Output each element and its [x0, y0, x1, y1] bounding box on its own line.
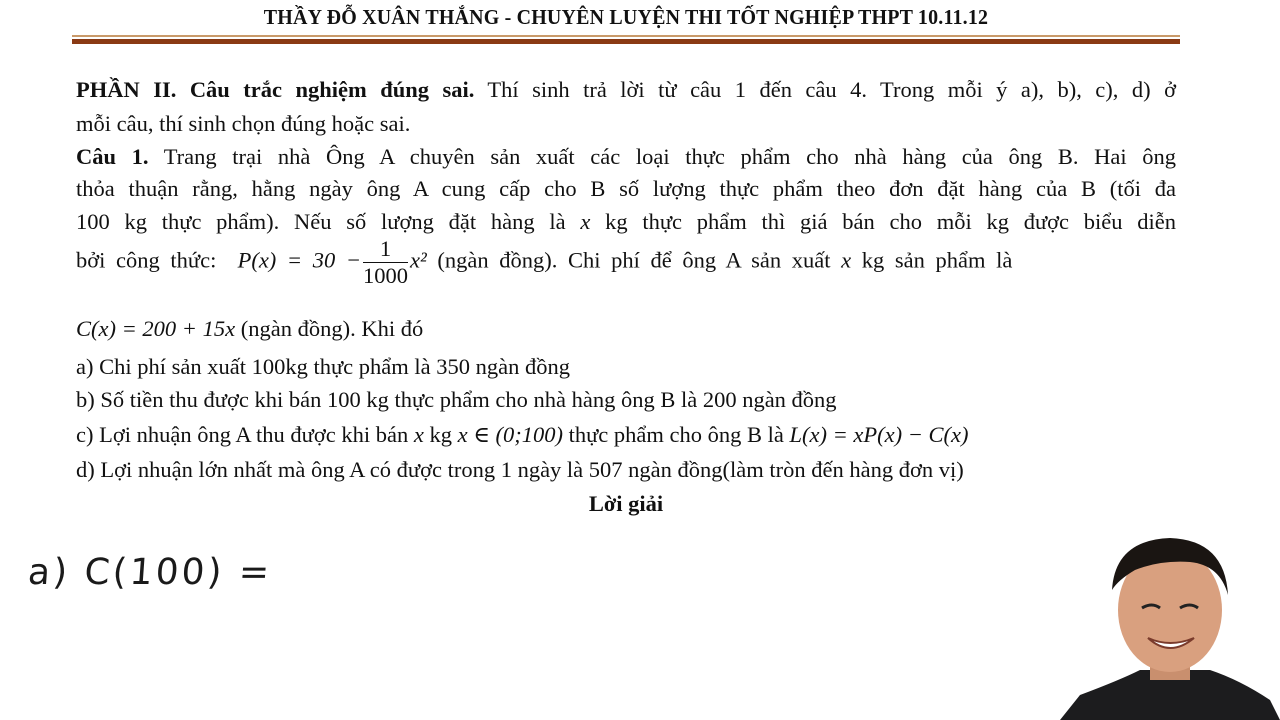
statement-c [76, 421, 1176, 449]
formula-p-rhs: x² [410, 247, 427, 273]
question-line-1 [76, 143, 1176, 171]
text: 100 kg thực phẩm). Nếu số lượng đặt hàng là [76, 209, 581, 234]
text: (ngàn đồng). Khi đó [235, 316, 424, 341]
text: bởi công thức: [76, 247, 227, 273]
header-rule-thin [72, 35, 1180, 37]
statement-a: a) Chi phí sản xuất 100kg thực phẩm là 350 ngàn đồng [76, 354, 570, 379]
question-line-4 [76, 236, 1176, 289]
header-rule-thick [72, 39, 1180, 44]
math-x: x [841, 247, 852, 273]
statement-b: b) Số tiền thu được khi bán 100 kg thực phẩm cho nhà hàng ông B là 200 ngàn đồng [76, 387, 837, 412]
math-domain: x ∈ (0;100) [457, 422, 563, 447]
question-line-2: thỏa thuận rằng, hằng ngày ông A cung cấp cho B số lượng thực phẩm theo đơn đặt hàng của B (tối đa [76, 176, 1176, 201]
question-text: Trang trại nhà Ông A chuyên sản xuất các loại thực phẩm cho nhà hàng của ông B. Hai ông [148, 144, 1176, 169]
text: thực phẩm cho ông B là [562, 422, 790, 447]
question-line-5 [76, 315, 1176, 343]
text: (ngàn đồng). Chi phí để ông A sản xuất [426, 247, 842, 273]
statement-d: d) Lợi nhuận lớn nhất mà ông A có được trong 1 ngày là 507 ngàn đồng(làm tròn đến hàng đơn vị) [76, 457, 964, 482]
intro-line-2: mỗi câu, thí sinh chọn đúng hoặc sai. [76, 111, 411, 136]
page-header-title: THẦY ĐỖ XUÂN THẮNG - CHUYÊN LUYỆN THI TỐT NGHIỆP THPT 10.11.12 [263, 5, 989, 29]
question-label: Câu 1. [76, 144, 149, 169]
text: kg sản phẩm là [851, 247, 1013, 273]
presenter-avatar-icon [1060, 520, 1280, 720]
fraction-numerator: 1 [363, 236, 408, 263]
text: kg [423, 422, 458, 447]
webcam-overlay [1060, 520, 1280, 720]
formula-c: C(x) = 200 + 15x [76, 316, 236, 341]
solution-title: Lời giải [588, 491, 664, 516]
formula-p-lhs: P(x) = 30 − [237, 247, 362, 273]
text: c) Lợi nhuận ông A thu được khi bán [76, 422, 414, 447]
fraction-denominator: 1000 [363, 263, 409, 288]
formula-fraction [363, 236, 408, 289]
question-line-3 [76, 208, 1176, 236]
formula-l: L(x) = xP(x) − C(x) [789, 422, 969, 447]
math-x: x [580, 209, 591, 234]
math-x: x [413, 422, 424, 447]
intro-text: Thí sinh trả lời từ câu 1 đến câu 4. Trong mỗi ý a), b), c), d) ở [474, 77, 1176, 102]
text: kg thực phẩm thì giá bán cho mỗi kg được biểu diễn [590, 209, 1176, 234]
section-title: PHẦN II. Câu trắc nghiệm đúng sai. [76, 77, 475, 102]
handwritten-note: a) C(100) = [26, 552, 274, 593]
intro-line-1 [76, 76, 1176, 104]
